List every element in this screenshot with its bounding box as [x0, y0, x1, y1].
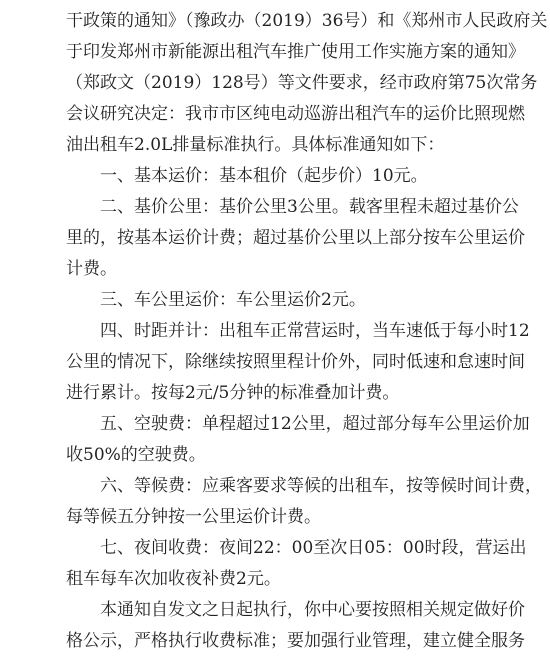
paragraph-line: 于印发郑州市新能源出租汽车推广使用工作实施方案的通知》 [66, 42, 525, 62]
paragraph-line: 收50%的空驶费。 [66, 445, 206, 465]
paragraph-line: 租车每车次加收夜补费2元。 [66, 569, 281, 589]
paragraph-line: （郑政文（2019）128号）等文件要求，经市政府第75次常务 [66, 73, 538, 93]
clause-7-night-fee: 七、夜间收费：夜间22：00至次日05：00时段，营运出 [100, 538, 527, 558]
clause-3-per-km-rate: 三、车公里运价：车公里运价2元。 [100, 290, 366, 310]
paragraph-line: 进行累计。按每2元/5分钟的标准叠加计费。 [66, 383, 400, 403]
clause-2-base-distance: 二、基价公里：基价公里3公里。载客里程未超过基价公 [100, 197, 519, 217]
paragraph-line: 油出租车2.0L排量标准执行。具体标准通知如下： [66, 135, 445, 155]
paragraph-line: 会议研究决定：我市市区纯电动巡游出租汽车的运价比照现燃 [66, 104, 525, 124]
clause-1-basic-fare: 一、基本运价：基本租价（起步价）10元。 [100, 166, 428, 186]
paragraph-line: 格公示，严格执行收费标准；要加强行业管理，建立健全服务 [66, 631, 525, 651]
clause-4-time-distance: 四、时距并计：出租车正常营运时，当车速低于每小时12 [100, 321, 530, 341]
clause-5-empty-return: 五、空驶费：单程超过12公里，超过部分每车公里运价加 [100, 414, 530, 434]
clause-6-waiting-fee: 六、等候费：应乘客要求等候的出租车，按等候时间计费， [100, 476, 542, 496]
paragraph-line: 每等候五分钟按一公里运价计费。 [66, 507, 321, 527]
paragraph-line: 干政策的通知》（豫政办（2019）36号）和《郑州市人民政府关 [66, 11, 548, 31]
closing-paragraph: 本通知自发文之日起执行，你中心要按照相关规定做好价 [100, 600, 525, 620]
paragraph-line: 公里的情况下，除继续按照里程计价外，同时低速和怠速时间 [66, 352, 525, 372]
paragraph-line: 计费。 [66, 259, 117, 279]
paragraph-line: 里的，按基本运价计费；超过基价公里以上部分按车公里运价 [66, 228, 525, 248]
